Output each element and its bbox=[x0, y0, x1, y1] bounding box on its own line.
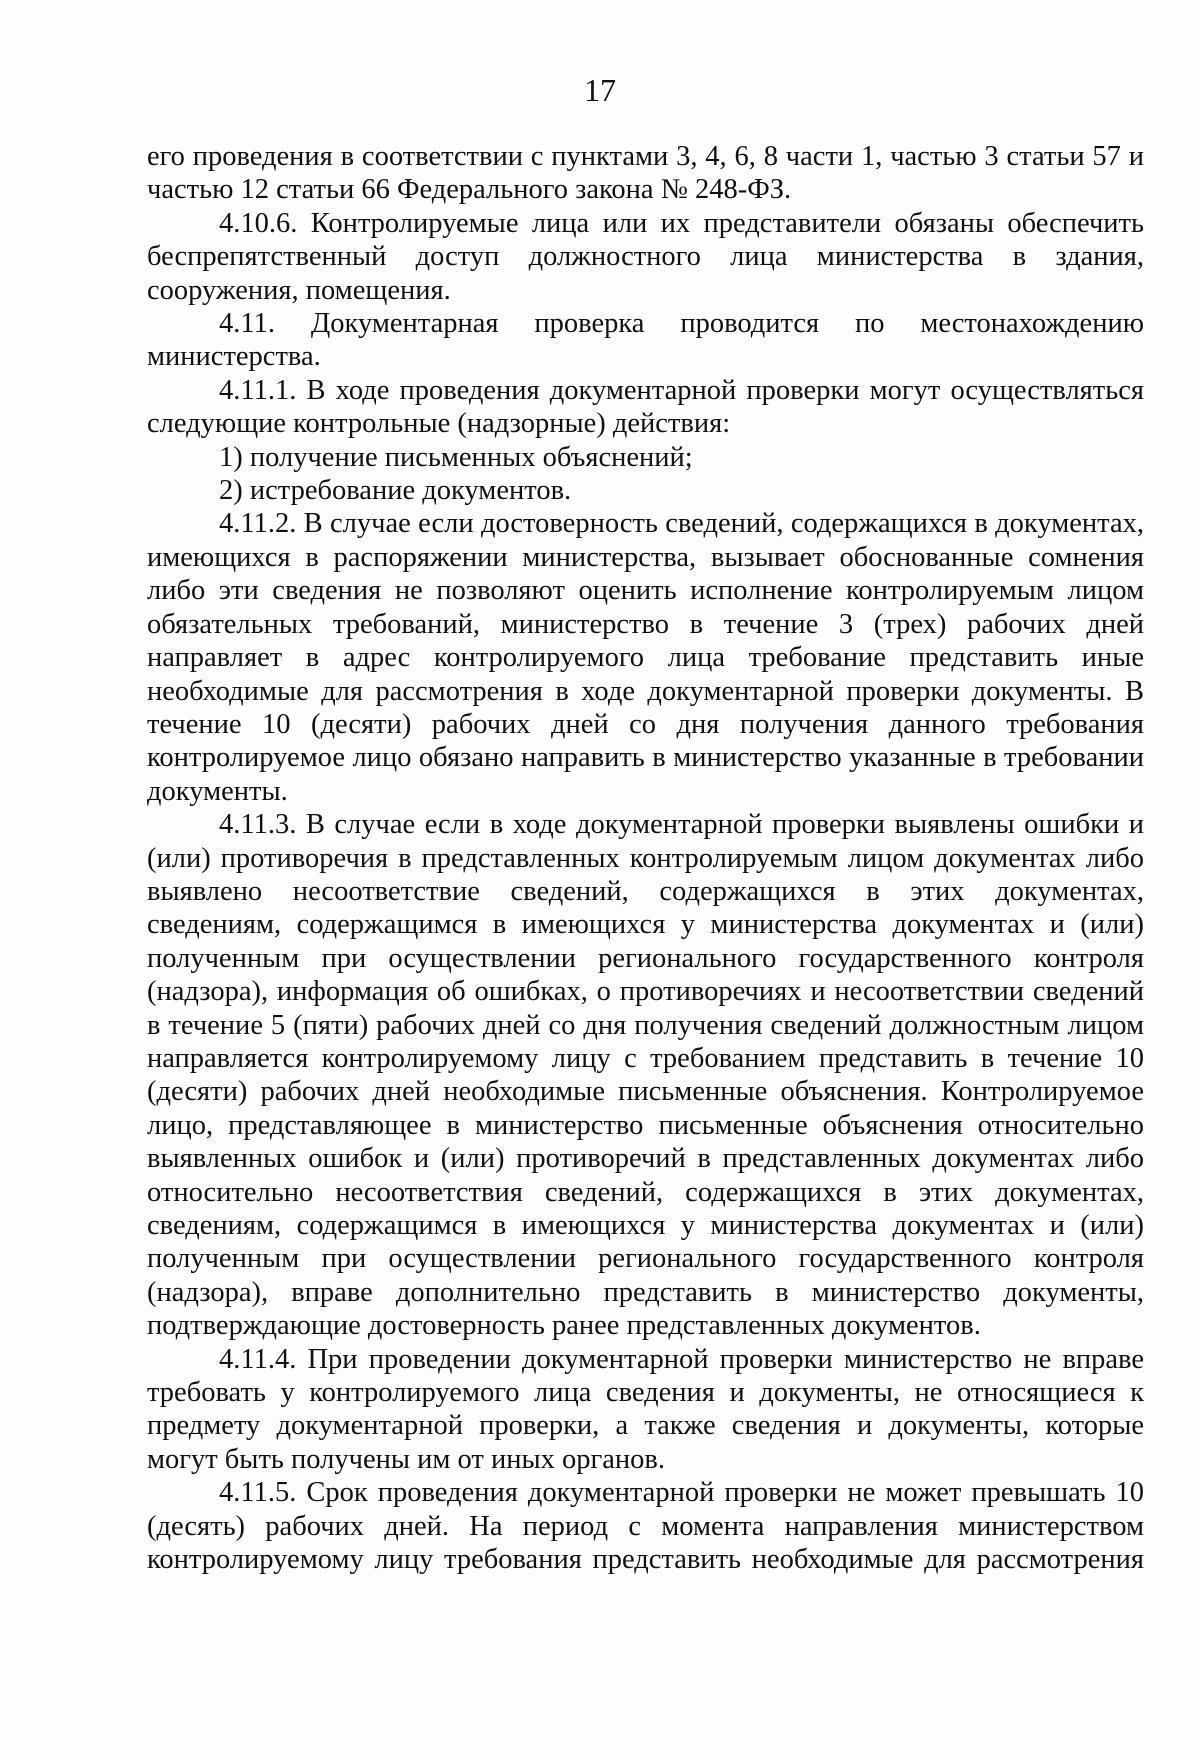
page-number: 17 bbox=[584, 72, 616, 108]
paragraph-4-11-1: 4.11.1. В ходе проведения документарной проверки могут осуществляться следующие контрольные (надзорные) действия: bbox=[147, 374, 1144, 440]
paragraph-continuation: его проведения в соответствии с пунктами 3, 4, 6, 8 части 1, частью 3 статьи 57 и частью 12 статьи 66 Федерального закона № 248-ФЗ. bbox=[147, 141, 1144, 206]
list-item-1: 1) получение письменных объяснений; bbox=[219, 441, 693, 473]
paragraph-4-11-4: 4.11.4. При проведении документарной проверки министерство не вправе требовать у контролируемого лица сведения и документы, не относящиеся к предмету документарной проверки, а также сведения и документы, которые могут быть получены им от иных органов. bbox=[147, 1343, 1144, 1475]
paragraph-4-11-3: 4.11.3. В случае если в ходе документарной проверки выявлены ошибки и (или) противоречия в представленных контролируемым лицом документах либо выявлено несоответствие сведений, содержащихся в этих документах, сведениям, содержащимся в имеющихся у министерства документах и (или) полученным при осуществлении регионального государственного контроля (надзора), информация об ошибках, о противоречиях и несоответствии сведений в течение 5 (пяти) рабочих дней со дня получения сведений должностным лицом направляется контролируемому лицу с требованием представить в течение 10 (десяти) рабочих дней необходимые письменные объяснения. Контролируемое лицо, представляющее в министерство письменные объяснения относительно выявленных ошибок и (или) противоречий в представленных документах либо относительно несоответствия сведений, содержащихся в этих документах, сведениям, содержащимся в имеющихся у министерства документах и (или) полученным при осуществлении регионального государственного контроля (надзора), вправе дополнительно представить в министерство документы, подтверждающие достоверность ранее представленных документов. bbox=[147, 809, 1144, 1342]
paragraph-4-11-5: 4.11.5. Срок проведения документарной проверки не может превышать 10 (десять) рабочих дней. На период с момента направления министерством контролируемому лицу требования представить необходимые для рассмотрения bbox=[147, 1477, 1144, 1576]
paragraph-4-11-2: 4.11.2. В случае если достоверность сведений, содержащихся в документах, имеющихся в распоряжении министерства, вызывает обоснованные сомнения либо эти сведения не позволяют оценить исполнение контролируемым лицом обязательных требований, министерство в течение 3 (трех) рабочих дней направляет в адрес контролируемого лица требование представить иные необходимые для рассмотрения в ходе документарной проверки документы. В течение 10 (десяти) рабочих дней со дня получения данного требования контролируемое лицо обязано направить в министерство указанные в требовании документы. bbox=[147, 508, 1144, 807]
list-item-2: 2) истребование документов. bbox=[219, 475, 572, 507]
paragraph-4-11: 4.11. Документарная проверка проводится по местонахождению министерства. bbox=[147, 308, 1144, 373]
paragraph-4-10-6: 4.10.6. Контролируемые лица или их представители обязаны обеспечить беспрепятственный доступ должностного лица министерства в здания, сооружения, помещения. bbox=[147, 207, 1144, 306]
document-body bbox=[147, 140, 1144, 1576]
